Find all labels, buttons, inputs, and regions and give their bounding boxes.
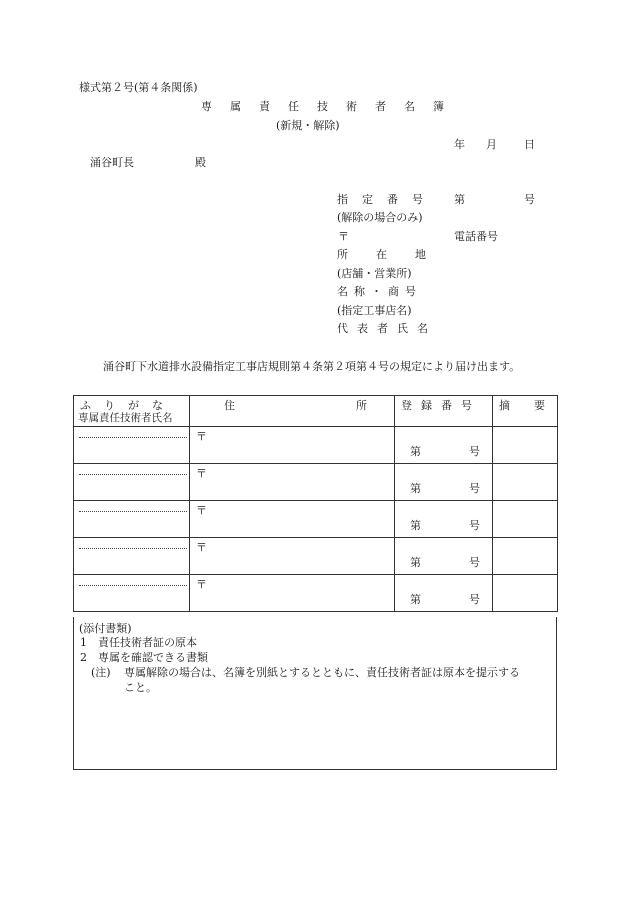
business-name-note: (指定工事店名) <box>337 304 412 317</box>
header-remarks-cell <box>493 396 569 427</box>
technician-address-cell[interactable] <box>190 427 395 464</box>
designation-go: 号 <box>524 193 535 206</box>
applicant-postal-mark: 〒 <box>338 230 349 243</box>
phone-label: 電話番号 <box>454 230 498 243</box>
document-subtitle: (新規・解除) <box>276 119 340 132</box>
header-furigana: ふりがな <box>80 399 176 412</box>
address-label: 所在地 <box>337 248 454 261</box>
header-remarks: 摘要 <box>499 399 569 412</box>
technician-name-cell[interactable] <box>74 501 190 538</box>
table-row <box>74 427 558 464</box>
row-go: 号 <box>469 556 480 569</box>
row-postal-mark: 〒 <box>196 541 207 554</box>
technician-table <box>73 395 569 612</box>
technician-name-cell[interactable] <box>74 464 190 501</box>
row-dai: 第 <box>410 482 421 495</box>
table-row <box>74 538 558 575</box>
attachments-box <box>73 617 557 770</box>
registration-number-format <box>410 443 480 459</box>
registration-number-cell[interactable] <box>395 575 493 612</box>
header-technician-name: 専属責任技術者氏名 <box>78 412 173 424</box>
attachments-heading: (添付書類) <box>79 622 132 635</box>
remarks-cell[interactable] <box>493 501 558 538</box>
registration-number-cell[interactable] <box>395 501 493 538</box>
row-dai: 第 <box>410 556 421 569</box>
furigana-dotted-line <box>79 436 187 438</box>
date-year-label: 年 <box>454 138 465 151</box>
row-go: 号 <box>469 445 480 458</box>
form-number: 様式第２号(第４条関係) <box>79 81 198 94</box>
header-reg-no-cell <box>395 396 493 427</box>
technician-address-cell[interactable] <box>190 538 395 575</box>
header-name-cell <box>74 396 190 427</box>
attachment-2-number: 2 <box>80 651 87 664</box>
registration-number-format <box>410 480 480 496</box>
technician-name-cell[interactable] <box>74 427 190 464</box>
title-text: 専属責任技術者名簿 <box>201 100 462 113</box>
furigana-dotted-line <box>79 510 187 512</box>
honorific: 殿 <box>195 156 206 169</box>
header-address-1: 住 <box>224 399 235 412</box>
statement: 涌谷町下水道排水設備指定工事店規則第４条第２項第４号の規定により届け出ます。 <box>103 360 521 373</box>
table-header-row <box>74 396 558 427</box>
remarks-cell[interactable] <box>493 464 558 501</box>
registration-number-cell[interactable] <box>395 464 493 501</box>
registration-number-format <box>410 591 480 607</box>
attachment-1-number: 1 <box>80 636 87 649</box>
technician-address-cell[interactable] <box>190 501 395 538</box>
table-row <box>74 575 558 612</box>
row-postal-mark: 〒 <box>196 430 207 443</box>
document-title <box>201 100 462 113</box>
attachment-1-text: 責任技術者証の原本 <box>98 636 197 649</box>
row-postal-mark: 〒 <box>196 578 207 591</box>
row-go: 号 <box>469 593 480 606</box>
registration-number-cell[interactable] <box>395 427 493 464</box>
technician-address-cell[interactable] <box>190 575 395 612</box>
header-reg-no: 登録番号 <box>401 399 481 412</box>
registration-number-format <box>410 554 480 570</box>
remarks-cell[interactable] <box>493 575 558 612</box>
designation-label: 指定番号 <box>337 193 437 206</box>
row-go: 号 <box>469 519 480 532</box>
representative-label: 代表者氏名 <box>337 322 437 335</box>
note-line-2: こと。 <box>124 681 157 694</box>
technician-address-cell[interactable] <box>190 464 395 501</box>
furigana-dotted-line <box>79 473 187 475</box>
technician-name-cell[interactable] <box>74 575 190 612</box>
furigana-dotted-line <box>79 547 187 549</box>
row-postal-mark: 〒 <box>196 504 207 517</box>
header-address-cell <box>190 396 395 427</box>
address-note: (店舗・営業所) <box>337 267 412 280</box>
header-address-2: 所 <box>356 399 367 412</box>
furigana-dotted-line <box>79 584 187 586</box>
addressee: 涌谷町長 <box>90 156 134 169</box>
technician-name-cell[interactable] <box>74 538 190 575</box>
table-row <box>74 464 558 501</box>
row-postal-mark: 〒 <box>196 467 207 480</box>
row-go: 号 <box>469 482 480 495</box>
row-dai: 第 <box>410 445 421 458</box>
note-line-1: 専属解除の場合は、名簿を別紙とするとともに、責任技術者証は原本を提示する <box>124 666 520 679</box>
designation-dai: 第 <box>454 193 465 206</box>
remarks-cell[interactable] <box>493 427 558 464</box>
date-month-label: 月 <box>486 138 497 151</box>
business-name-label: 名称・商号 <box>337 285 422 298</box>
row-dai: 第 <box>410 519 421 532</box>
remarks-cell[interactable] <box>493 538 558 575</box>
registration-number-format <box>410 517 480 533</box>
row-dai: 第 <box>410 593 421 606</box>
table-row <box>74 501 558 538</box>
note-label: (注) <box>91 666 111 679</box>
attachment-2-text: 専属を確認できる書類 <box>98 651 208 664</box>
designation-note: (解除の場合のみ) <box>337 211 423 224</box>
date-day-label: 日 <box>524 138 535 151</box>
registration-number-cell[interactable] <box>395 538 493 575</box>
